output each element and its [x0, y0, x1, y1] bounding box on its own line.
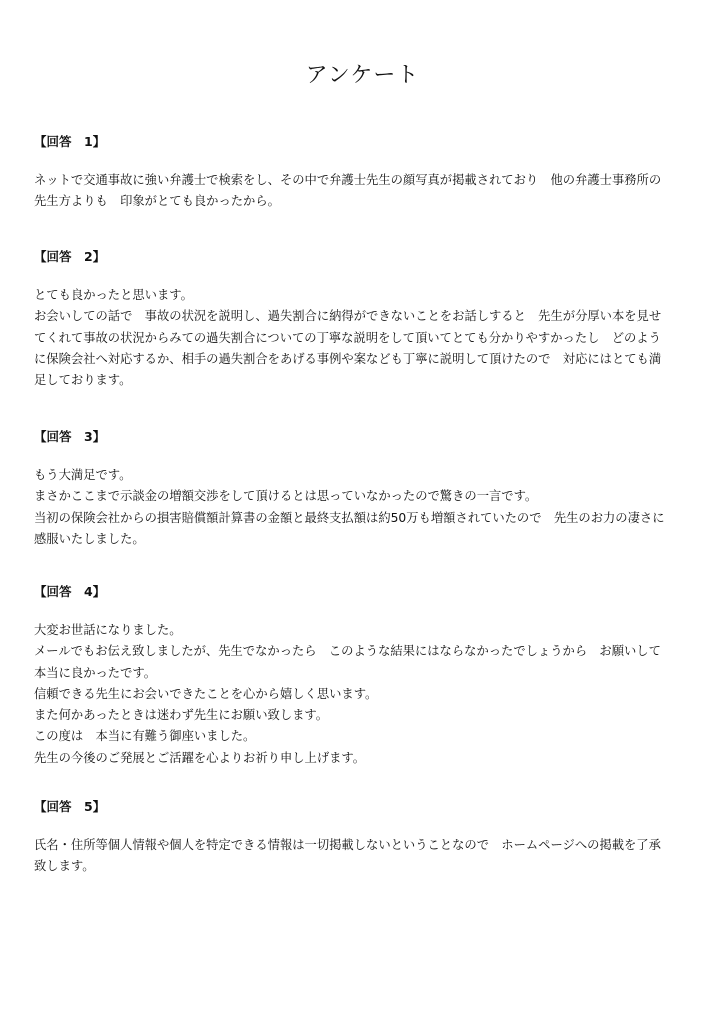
answer-heading: 【回答 3】: [34, 429, 106, 444]
answer-body: [34, 835, 694, 878]
answer-body: [34, 285, 694, 391]
answer-line: お会いしての話で 事故の状況を説明し、過失割合に納得ができないことをお話しすると 先生が分厚い本を見せ: [34, 309, 662, 324]
answer-line: 氏名・住所等個人情報や個人を特定できる情報は一切掲載しないということなので ホームページへの掲載を了承: [34, 838, 661, 852]
answer-line: 信頼できる先生にお会いできたことを心から嬉しく思います。: [34, 686, 378, 701]
answer-line: てくれて事故の状況からみての過失割合についての丁寧な説明をして頂いてとても分かりやすかったし どのよう: [34, 330, 661, 345]
answer-line: に保険会社へ対応するか、相手の過失割合をあげる事例や案なども丁寧に説明して頂けたので 対応にはとても満: [34, 351, 662, 366]
answer-heading: 【回答 1】: [34, 134, 106, 149]
answer-section-5: [34, 799, 694, 878]
answer-section-1: [34, 134, 694, 213]
page-title: アンケート: [305, 63, 420, 88]
answer-line: ネットで交通事故に強い弁護士で検索をし、その中で弁護士先生の顔写真が掲載されており 他の弁護士事務所の: [34, 173, 662, 187]
answer-line: とても良かったと思います。: [34, 288, 193, 302]
answer-line: 本当に良かったです。: [34, 665, 156, 680]
answer-section-2: [34, 249, 694, 391]
answer-heading: 【回答 5】: [34, 799, 106, 814]
answer-line: この度は 本当に有難う御座いました。: [34, 729, 256, 744]
answer-heading: 【回答 2】: [34, 249, 106, 264]
answer-line: 当初の保険会社からの損害賠償額計算書の金額と最終支払額は約50万も増額されていたので 先生のお力の凄さに: [34, 510, 665, 525]
answer-line: 足しております。: [34, 373, 132, 388]
answer-body: [34, 170, 694, 213]
answer-line: 先生の今後のご発展とご活躍を心よりお祈り申し上げます。: [34, 750, 366, 765]
answer-line: もう大満足です。: [34, 468, 132, 482]
answer-line: 先生方よりも 印象がとても良かったから。: [34, 194, 280, 209]
answer-line: 大変お世話になりました。: [34, 623, 182, 637]
answer-body: [34, 465, 694, 550]
answer-line: 感服いたしました。: [34, 531, 145, 546]
answer-section-4: [34, 584, 694, 769]
answer-section-3: [34, 429, 694, 550]
answer-heading: 【回答 4】: [34, 584, 106, 599]
answer-line: また何かあったときは迷わず先生にお願い致します。: [34, 708, 329, 723]
answer-body: [34, 620, 694, 769]
answer-line: メールでもお伝え致しましたが、先生でなかったら このような結果にはならなかったでしょうから お願いして: [34, 644, 661, 659]
answer-line: 致します。: [34, 859, 95, 874]
answer-line: まさかここまで示談金の増額交渉をして頂けるとは思っていなかったので驚きの一言です。: [34, 489, 538, 504]
